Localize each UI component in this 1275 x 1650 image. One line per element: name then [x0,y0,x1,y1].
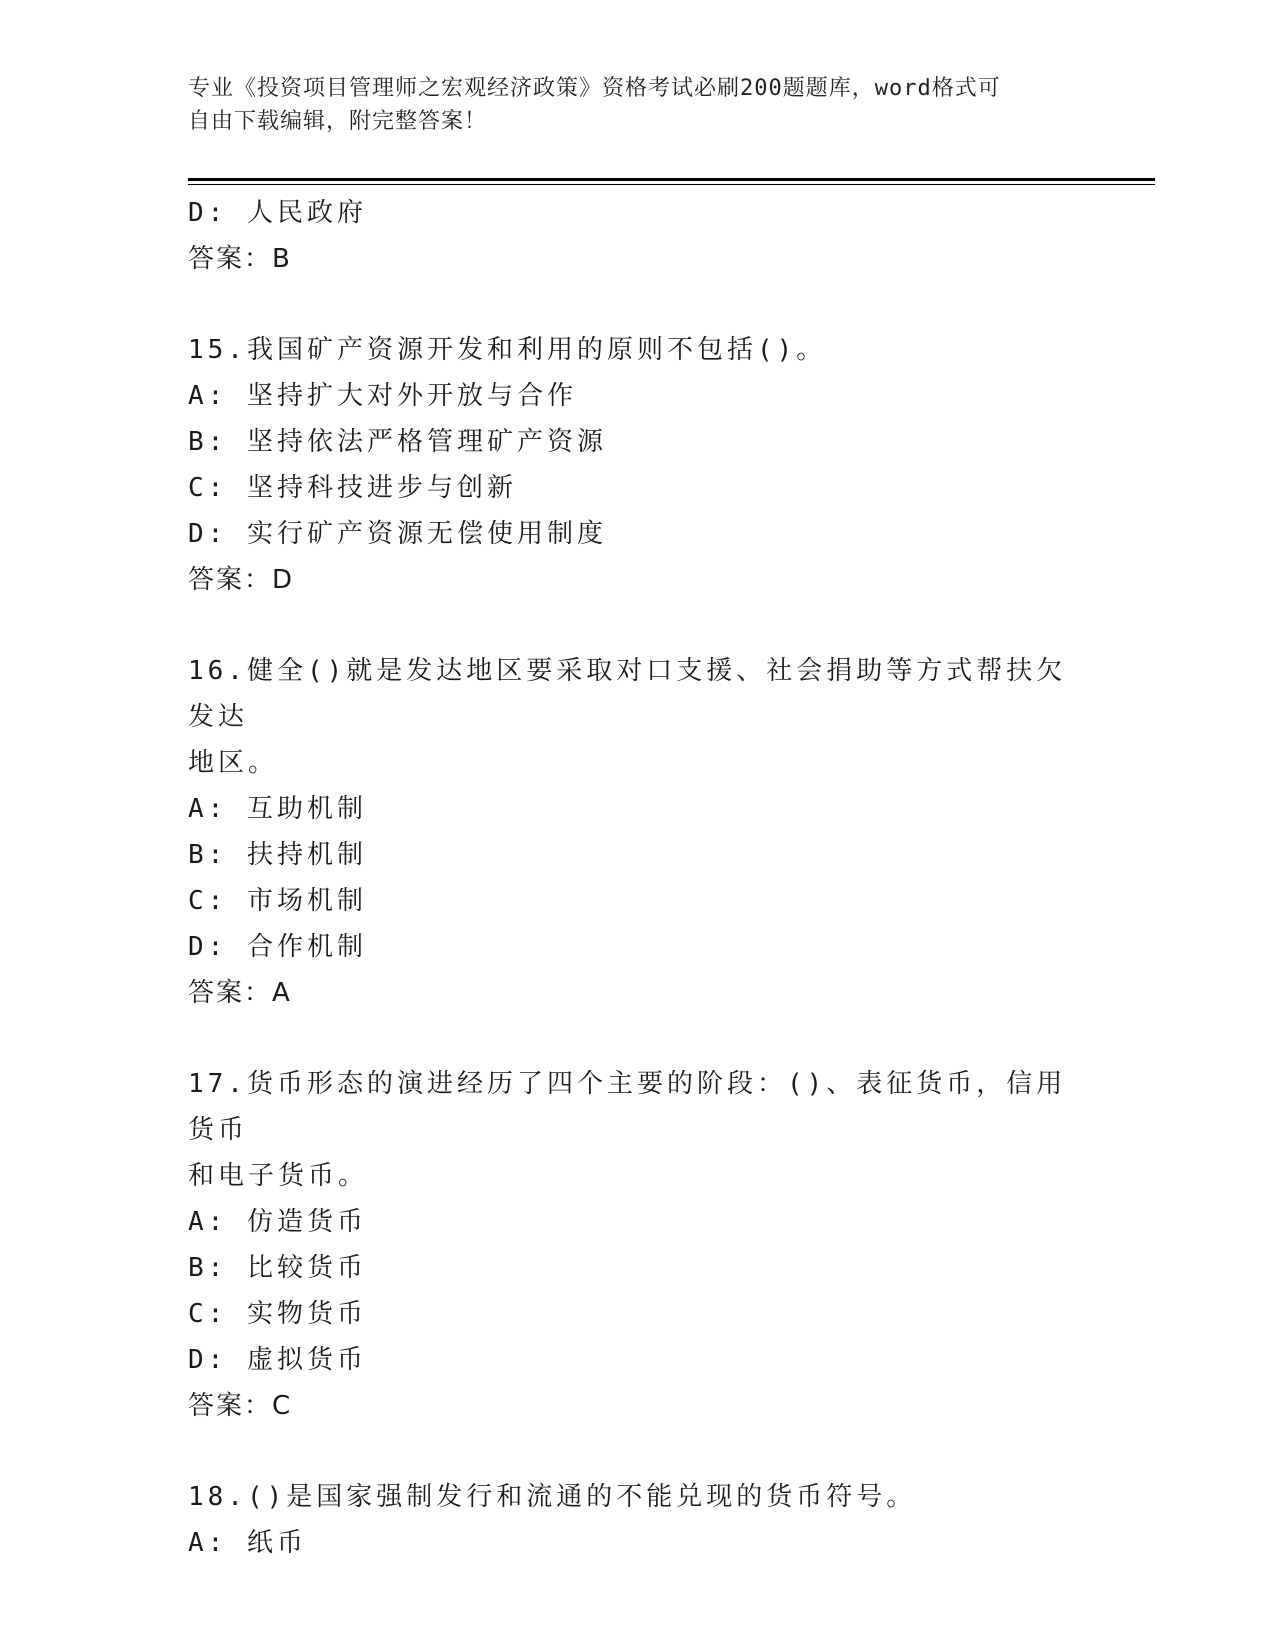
question-17 [188,1061,1088,1429]
option-c: C: 市场机制 [188,886,367,916]
question-stem: 16.健全()就是发达地区要采取对口支援、社会捐助等方式帮扶欠发达 [188,656,1067,732]
header-line-1: 专业《投资项目管理师之宏观经济政策》资格考试必刷200题题库，word格式可 [188,76,1001,101]
question-stem: 15.我国矿产资源开发和利用的原则不包括()。 [188,335,827,365]
option-a: A: 纸币 [188,1528,307,1558]
option-c: C: 实物货币 [188,1299,367,1329]
option-d: D: 虚拟货币 [188,1345,367,1375]
answer-line: 答案：C [188,1391,293,1421]
previous-question-tail [188,190,1088,282]
header-rule-thick [188,178,1155,181]
answer-line: 答案：B [188,244,292,274]
document-header [188,72,1068,138]
option-b: B: 坚持依法严格管理矿产资源 [188,427,607,457]
question-stem-continued: 和电子货币。 [188,1161,369,1191]
option-a: A: 仿造货币 [188,1207,367,1237]
answer-line: 答案：D [188,565,295,595]
header-rule-thin [188,184,1155,185]
question-stem-continued: 地区。 [188,748,279,778]
option-a: A: 坚持扩大对外开放与合作 [188,381,577,411]
option-a: A: 互助机制 [188,794,367,824]
option-b: B: 比较货币 [188,1253,367,1283]
question-18 [188,1474,1088,1566]
question-15 [188,327,1088,603]
option-d: D: 人民政府 [188,198,367,228]
question-stem: 17.货币形态的演进经历了四个主要的阶段：()、表征货币，信用货币 [188,1069,1067,1145]
option-c: C: 坚持科技进步与创新 [188,473,517,503]
question-16 [188,648,1088,1016]
header-line-2: 自由下载编辑，附完整答案！ [188,109,488,134]
question-stem: 18.()是国家强制发行和流通的不能兑现的货币符号。 [188,1482,917,1512]
answer-line: 答案：A [188,978,292,1008]
option-d: D: 实行矿产资源无偿使用制度 [188,519,607,549]
option-d: D: 合作机制 [188,932,367,962]
document-body [188,190,1088,1566]
option-b: B: 扶持机制 [188,840,367,870]
